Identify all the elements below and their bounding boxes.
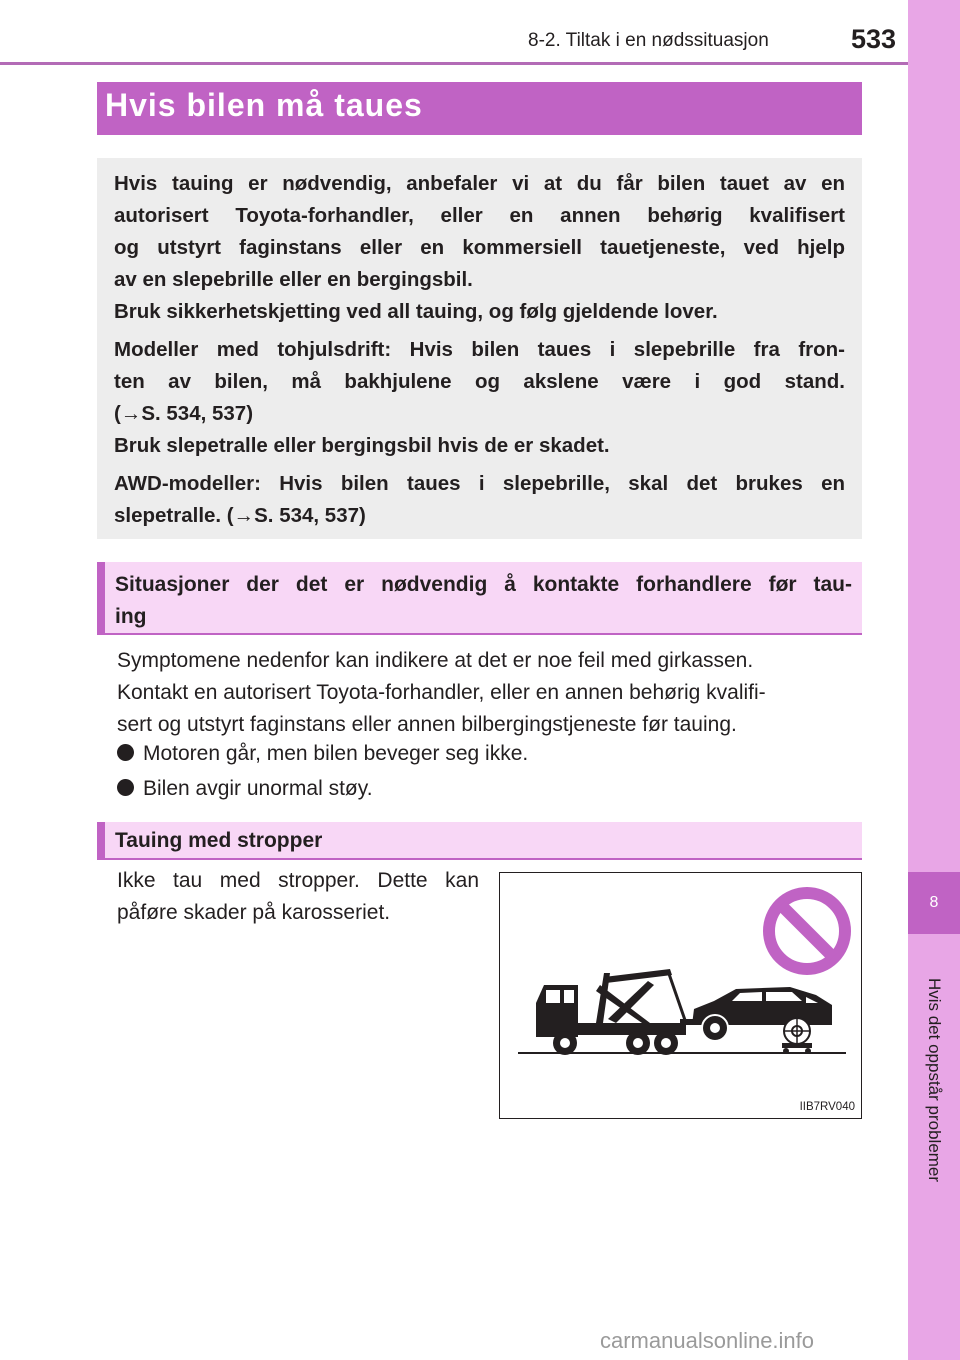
section2-body [117,865,479,929]
watermark: carmanualsonline.info [600,1328,815,1353]
bullet-text: Bilen avgir unormal støy. [143,777,373,800]
text-line: Kontakt en autorisert Toyota-forhandler, eller en annen behørig kvalifi- [117,681,766,704]
bullet-dot-icon [117,779,134,796]
strap-towing-illustration [499,872,862,1119]
text-line: påføre skader på karosseriet. [117,901,391,924]
text-line: AWD-modeller: Hvis bilen taues i slepebrille, skal det brukes en [114,472,845,495]
text-line: Modeller med tohjulsdrift: Hvis bilen taues i slepebrille fra fron- [114,338,845,361]
text-line: Symptomene nedenfor kan indikere at det er noe feil med girkassen. [117,649,754,672]
chapter-tab-title: Hvis det oppstår problemer [925,977,944,1183]
figure-code: IIB7RV040 [799,1101,855,1113]
tow-truck-icon [536,969,702,1055]
subheading-strap-towing: Tauing med stropper [97,822,862,860]
bullet-text: Motoren går, men bilen beveger seg ikke. [143,742,529,765]
text-line: (→S. 534, 537) [114,402,254,425]
towed-car-icon [692,987,832,1054]
subheading-contact-dealer [97,562,862,635]
text-line: sert og utstyrt faginstans eller annen bilbergingstjeneste før tauing. [117,713,737,736]
info-box [97,158,862,539]
text-line: og utstyrt faginstans eller en kommersiell tauetjeneste, ved hjelp [114,236,845,259]
text-line: ten av bilen, må bakhjulene og akslene være i god stand. [114,370,845,393]
subheading-line: ing [115,605,147,628]
section1-body [117,645,859,741]
info-paragraph-5 [114,468,845,532]
page-number: 533 [850,24,896,54]
header-rule [0,62,908,65]
text-line: Hvis tauing er nødvendig, anbefaler vi at du får bilen tauet av en [114,172,845,195]
info-paragraph-4: Bruk slepetralle eller bergingsbil hvis de er skadet. [114,434,610,457]
page-title-bar [97,82,862,135]
chapter-tab-number: 8 [908,872,960,934]
text-line: Ikke tau med stropper. Dette kan [117,869,479,892]
info-paragraph-1 [114,168,845,296]
bullet-dot-icon [117,744,134,761]
bullet-item [117,738,528,770]
tow-truck-drawing [500,873,863,1120]
prohibition-icon [769,893,845,969]
info-paragraph-3 [114,334,845,430]
text-line: av en slepebrille eller en bergingsbil. [114,268,473,291]
page-title: Hvis bilen må taues [105,87,423,123]
section-header: 8-2. Tiltak i en nødssituasjon [528,30,769,51]
info-paragraph-2: Bruk sikkerhetskjetting ved all tauing, og følg gjeldende lover. [114,300,718,323]
bullet-item [117,773,373,805]
text-line: slepetralle. (→S. 534, 537) [114,504,366,527]
subheading-line: Situasjoner der det er nødvendig å kontakte forhandlere før tau- [115,573,852,596]
text-line: autorisert Toyota-forhandler, eller en annen behørig kvalifisert [114,204,845,227]
